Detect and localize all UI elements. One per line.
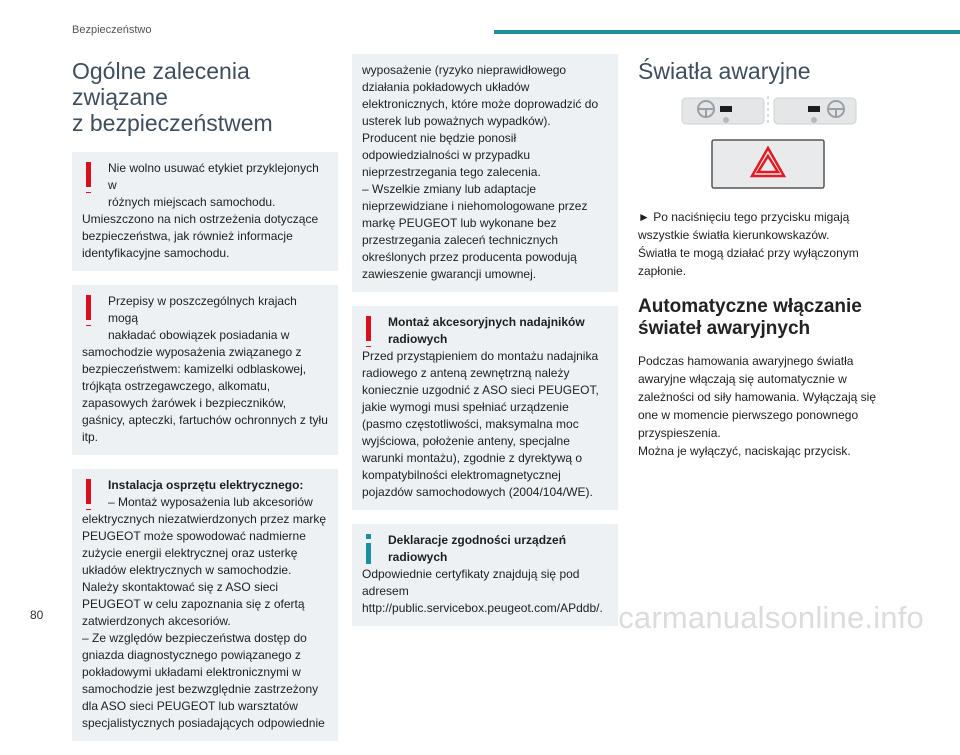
header-accent-bar (494, 30, 960, 34)
section-title-general-safety (72, 58, 338, 136)
warning-icon (86, 479, 91, 509)
subtitle-line-2: świateł awaryjnych (638, 318, 811, 339)
column-3 (638, 54, 894, 460)
warning-box-regulations (72, 285, 338, 455)
hazard-note: Światła te mogą działać przy wyłączonym zapłonie. (638, 246, 859, 278)
warning-box-text: elektrycznych niezatwierdzonych przez markę PEUGEOT może spowodować nadmierne zużycie energii elektrycznej oraz usterkę układów elektrycznych w samochodzie. Należy skontaktować się z ASO sieci PEUGEOT w celu zapoznania się z ofertą zatwierdzonych akcesoriów. (82, 512, 327, 628)
page-number: 80 (30, 608, 44, 622)
warning-icon (366, 316, 371, 346)
warning-icon (86, 162, 91, 192)
hazard-button-figure (638, 96, 894, 208)
watermark: carmanualsonline.info (618, 600, 924, 635)
warning-box-first-line: Przepisy w poszczególnych krajach mogą (108, 294, 297, 325)
title-line-1: Ogólne zalecenia związane (72, 58, 250, 110)
warning-box-text: samochodzie wyposażenia związanego z bezpieczeństwem: kamizelki odblaskowej, trójkąta ostrzegawczego, alkomatu, zapasowych żarówek i bezpieczników, gaśnicy, apteczki, fartuchów ochronnych z tyłu itp. (82, 345, 328, 444)
warning-box-labels (72, 152, 338, 271)
info-icon (366, 534, 371, 564)
subtitle-automatic-hazard (638, 296, 894, 340)
title-line-2: z bezpieczeństwem (72, 110, 273, 136)
warning-box-radio (352, 306, 618, 510)
continued-text-2: – Wszelkie zmiany lub adaptacje nieprzewidziane i niehomologowane przez markę PEUGEOT lub wykonane bez przestrzegania zaleceń technicznych określonych przez producenta powodują zawieszenie gwarancji umownej. (362, 182, 588, 281)
info-box-declarations (352, 524, 618, 626)
warning-box-heading-line-2: radiowych (388, 332, 448, 346)
automatic-hazard-note: Można je wyłączyć, naciskając przycisk. (638, 444, 851, 458)
info-box-text: Odpowiednie certyfikaty znajdują się pod adresem http://public.servicebox.peugeot.com/APddb/. (362, 567, 603, 615)
column-2 (352, 54, 618, 640)
hazard-button-illustration (638, 96, 894, 208)
warning-box-electrical (72, 469, 338, 741)
warning-box-text: Umieszczono na nich ostrzeżenia dotyczące bezpieczeństwa, jak również informacje identyfikacyjne samochodu. (82, 212, 319, 260)
info-box-heading-line-2: radiowych (388, 550, 448, 564)
warning-box-text: Przed przystąpieniem do montażu nadajnika radiowego z anteną zewnętrzną należy koniecznie uzgodnić z ASO sieci PEUGEOT, jakie wymogi musi spełniać urządzenie (pasmo częstotliwości, maksymalna moc wyjściowa, położenie anteny, specjalne warunki montażu), zgodnie z dyrektywą o kompatybilności elektromagnetycznej pojazdów samochodowych (2004/104/WE). (362, 349, 599, 499)
automatic-hazard-description: Podczas hamowania awaryjnego światła awaryjne włączają się automatycznie w zależności od siły hamowania. Wyłączają się one w momencie pierwszego ponownego przyspieszenia. (638, 354, 876, 440)
warning-box-text-2: – Ze względów bezpieczeństwa dostęp do gniazda diagnostycznego powiązanego z pokładowymi układami elektronicznymi w samochodzie jest bezwzględnie zastrzeżony dla ASO sieci PEUGEOT lub warsztatów specjalistycznych posiadających odpowiednie (82, 631, 325, 730)
warning-box-second-line: nakładać obowiązek posiadania w (108, 328, 290, 342)
info-box-heading-line-1: Deklaracje zgodności urządzeń (388, 533, 567, 547)
hazard-switch-left (720, 106, 732, 112)
warning-box-second-line: – Montaż wyposażenia lub akcesoriów (108, 495, 313, 509)
warning-box-heading: Instalacja osprzętu elektrycznego: (108, 478, 304, 492)
running-header: Bezpieczeństwo (72, 24, 152, 36)
subtitle-line-1: Automatyczne włączanie (638, 296, 862, 317)
hazard-switch-right (808, 106, 820, 112)
hazard-instructions: ► Po naciśnięciu tego przycisku migają wszystkie światła kierunkowskazów. (638, 210, 850, 242)
warning-box-heading-line-1: Montaż akcesoryjnych nadajników (388, 315, 585, 329)
column-1 (72, 54, 338, 755)
continued-box-electrical (352, 54, 618, 292)
warning-box-second-line: różnych miejscach samochodu. (108, 195, 276, 209)
warning-icon (86, 295, 91, 325)
warning-box-first-line: Nie wolno usuwać etykiet przyklejonych w (108, 161, 319, 192)
continued-text: wyposażenie (ryzyko nieprawidłowego działania pokładowych układów elektronicznych, które może doprowadzić do usterek lub poważnych wypadków). Producent nie będzie ponosił odpowiedzialności w przypadku nieprzestrzegania tego zalecenia. (362, 63, 599, 179)
section-title-hazard-lights: Światła awaryjne (638, 58, 811, 84)
